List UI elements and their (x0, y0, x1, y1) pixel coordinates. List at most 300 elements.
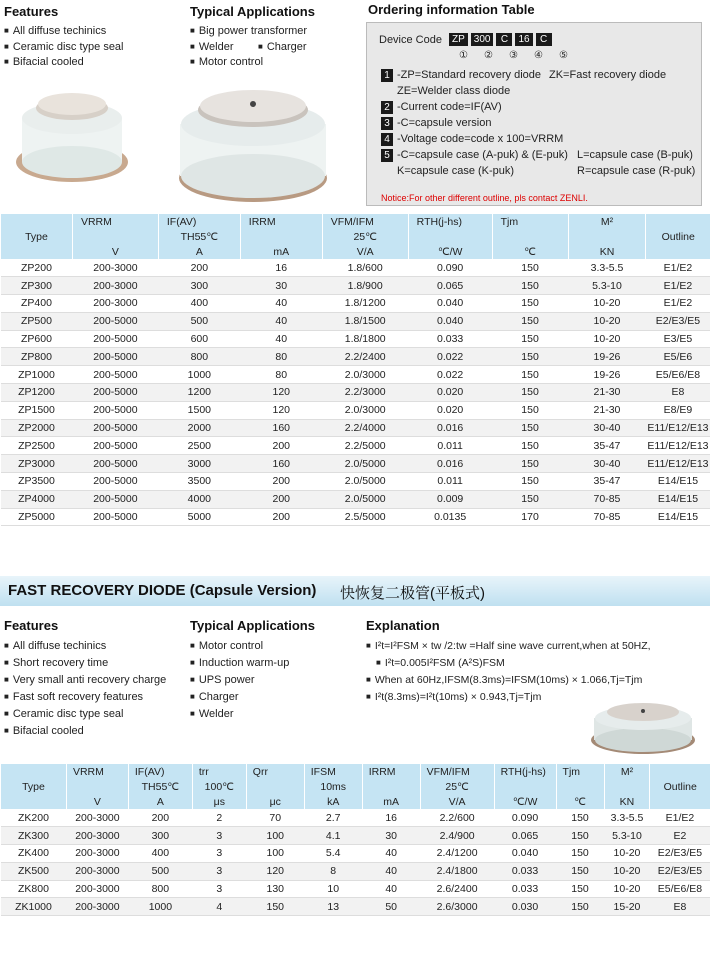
code-number: ③ (509, 50, 518, 61)
table-cell: 1200 (158, 384, 240, 402)
table-cell: 200-3000 (66, 898, 128, 916)
expl-line: ZE=Welder class diode (397, 85, 511, 97)
table-cell: 120 (240, 401, 322, 419)
table-cell: 0.016 (408, 455, 492, 473)
unit: ℃/W (408, 244, 492, 259)
table-cell: 300 (128, 827, 192, 845)
table-cell: 150 (492, 295, 568, 313)
table-cell: 150 (556, 880, 604, 898)
table-cell: 40 (362, 862, 420, 880)
table-cell: 5000 (158, 508, 240, 526)
table-cell: 0.016 (408, 419, 492, 437)
table-cell: 2.0/3000 (322, 401, 408, 419)
table-cell: 150 (492, 312, 568, 330)
table-cell: 500 (158, 312, 240, 330)
table-cell: 50 (362, 898, 420, 916)
table-cell: 2.4/900 (420, 827, 494, 845)
unit: mA (362, 794, 420, 809)
fast-recovery-banner (0, 576, 710, 606)
col-header: IRRM (362, 764, 420, 779)
table-cell: 150 (556, 827, 604, 845)
table-cell: 0.020 (408, 384, 492, 402)
table-cell: 200-5000 (72, 401, 158, 419)
table-cell: 0.040 (408, 312, 492, 330)
table-cell: 200 (240, 437, 322, 455)
table-cell: 21-30 (568, 401, 646, 419)
col-header: Tjm (492, 214, 568, 229)
table-cell: 10-20 (604, 862, 650, 880)
table-cell: 0.022 (408, 366, 492, 384)
table-cell: 40 (240, 312, 322, 330)
table-cell: 19-26 (568, 366, 646, 384)
table-cell: 0.033 (408, 330, 492, 348)
device-code-label: Device Code (379, 33, 442, 46)
unit: V (72, 244, 158, 259)
table-cell: 0.030 (494, 898, 556, 916)
list-item: ■ When at 60Hz,IFSM(8.3ms)=IFSM(10ms) × 1.066,Tj=Tjm (366, 672, 666, 689)
table-cell: 15-20 (604, 898, 650, 916)
col-subheader: 100℃ (192, 779, 246, 794)
table-cell: 70 (246, 809, 304, 827)
table-cell: 0.040 (494, 845, 556, 863)
expl-line: K=capsule case (K-puk) R=capsule case (R-puk) (397, 165, 696, 177)
table-cell: 200 (240, 508, 322, 526)
table-row (1, 312, 710, 330)
unit: KN (568, 244, 646, 259)
table-cell: 2.2/5000 (322, 437, 408, 455)
table-cell: ZK400 (1, 845, 67, 863)
table-cell: 160 (240, 455, 322, 473)
table-cell: 600 (158, 330, 240, 348)
unit: ℃ (492, 244, 568, 259)
table-row (1, 508, 710, 526)
table-row (1, 259, 710, 277)
table-cell: 200-3000 (66, 809, 128, 827)
code-cell: 300 (471, 33, 494, 46)
list-item: ■ Bifacial cooled (4, 723, 166, 740)
code-number: ⑤ (559, 50, 568, 61)
table-cell: 0.020 (408, 401, 492, 419)
list-item: ■ Motor control (190, 638, 289, 655)
table-cell: 5.4 (304, 845, 362, 863)
col-header: VRRM (66, 764, 128, 779)
col-header: Tjm (556, 764, 604, 779)
table-cell: 40 (362, 880, 420, 898)
table-row (1, 862, 710, 880)
table-cell: 1.8/900 (322, 277, 408, 295)
table-cell: 2.0/5000 (322, 490, 408, 508)
table-cell: 1.8/1200 (322, 295, 408, 313)
unit: μc (246, 794, 304, 809)
list-item: ■ I²t=0.005I²FSM (A²S)FSM (366, 655, 666, 672)
table-cell: 3000 (158, 455, 240, 473)
table-cell: 150 (492, 366, 568, 384)
table-cell: 10-20 (568, 295, 646, 313)
table-cell: 1.8/600 (322, 259, 408, 277)
col-subheader: 25℃ (322, 229, 408, 244)
fr-features-list (4, 638, 166, 740)
ordering-title: Ordering information Table (368, 2, 535, 17)
table-cell: 70-85 (568, 508, 646, 526)
table-cell: 19-26 (568, 348, 646, 366)
unit: mA (240, 244, 322, 259)
table-row (1, 384, 710, 402)
banner-title: FAST RECOVERY DIODE (Capsule Version) (8, 582, 317, 599)
table-cell: ZP3000 (1, 455, 73, 473)
notice-text: Notice:For other different outline, pls contact ZENLI. (381, 193, 588, 203)
table-cell: 200-3000 (66, 845, 128, 863)
table-cell: 30 (362, 827, 420, 845)
table-cell: 200-5000 (72, 330, 158, 348)
table-row (1, 809, 710, 827)
unit: μs (192, 794, 246, 809)
fr-apps-title: Typical Applications (190, 618, 315, 633)
table-cell: 2.0/5000 (322, 473, 408, 491)
table-cell: 200-5000 (72, 348, 158, 366)
table-cell: E11/E12/E13 (646, 437, 710, 455)
table-cell: 200-5000 (72, 455, 158, 473)
unit: KN (604, 794, 650, 809)
table-cell: 40 (240, 295, 322, 313)
col-header: M² (604, 764, 650, 779)
table-cell: 35-47 (568, 473, 646, 491)
table-row (1, 348, 710, 366)
table-cell: ZP500 (1, 312, 73, 330)
table-cell: 2.2/4000 (322, 419, 408, 437)
table-cell: ZK200 (1, 809, 67, 827)
table-cell: 3.3-5.5 (604, 809, 650, 827)
features-title: Features (4, 4, 59, 19)
table-cell: 200-5000 (72, 419, 158, 437)
table-cell: E8 (650, 898, 710, 916)
table-cell: E1/E2 (650, 809, 710, 827)
table-cell: E5/E6/E8 (650, 880, 710, 898)
table-cell: 150 (492, 455, 568, 473)
table-row (1, 330, 710, 348)
capsule-diode-image-large (168, 66, 338, 206)
table-cell: 2.2/2400 (322, 348, 408, 366)
table-cell: 4 (192, 898, 246, 916)
fr-apps-list (190, 638, 289, 723)
code-cell: ZP (449, 33, 468, 46)
table-cell: 0.040 (408, 295, 492, 313)
table-cell: 10 (304, 880, 362, 898)
table-cell: 16 (362, 809, 420, 827)
table-cell: 150 (492, 259, 568, 277)
col-header: Type (1, 764, 67, 809)
expl-line: 2 -Current code=IF(AV) (381, 101, 502, 114)
unit: kA (304, 794, 362, 809)
fr-expl-title: Explanation (366, 618, 440, 633)
table-cell: 10-20 (604, 880, 650, 898)
code-numbers (451, 50, 576, 61)
table-cell: ZP2000 (1, 419, 73, 437)
table-cell: 100 (246, 845, 304, 863)
table-cell: ZP1200 (1, 384, 73, 402)
col-header: Type (1, 214, 73, 259)
table-cell: 0.090 (408, 259, 492, 277)
table-cell: E1/E2 (646, 277, 710, 295)
table-cell: 0.011 (408, 437, 492, 455)
table-cell: 150 (492, 277, 568, 295)
table-cell: 200-5000 (72, 490, 158, 508)
table-cell: 200-5000 (72, 384, 158, 402)
table-cell: 2.2/600 (420, 809, 494, 827)
table-cell: 10-20 (568, 330, 646, 348)
col-header: IFSM (304, 764, 362, 779)
expl-line: 1 -ZP=Standard recovery diode ZK=Fast recovery diode (381, 69, 541, 82)
col-header: Outline (650, 764, 710, 809)
table-cell: 150 (556, 898, 604, 916)
table-cell: 200-3000 (72, 295, 158, 313)
table-cell: 150 (492, 348, 568, 366)
table-cell: 30 (240, 277, 322, 295)
code-cell: 16 (515, 33, 532, 46)
table-cell: E2/E3/E5 (646, 312, 710, 330)
table-cell: 2000 (158, 419, 240, 437)
zp-spec-table (0, 214, 710, 526)
table-cell: 35-47 (568, 437, 646, 455)
col-subheader: TH55℃ (158, 229, 240, 244)
col-header: VFM/IFM (322, 214, 408, 229)
table-cell: 3.3-5.5 (568, 259, 646, 277)
col-header: RTH(j-hs) (408, 214, 492, 229)
table-cell: 200-5000 (72, 473, 158, 491)
table-cell: 3 (192, 827, 246, 845)
table-cell: 200-5000 (72, 508, 158, 526)
features-list (4, 24, 124, 71)
table-cell: 2.6/2400 (420, 880, 494, 898)
list-item: ■ UPS power (190, 672, 289, 689)
table-cell: 70-85 (568, 490, 646, 508)
table-cell: 1000 (158, 366, 240, 384)
table-row (1, 401, 710, 419)
table-cell: 80 (240, 348, 322, 366)
table-cell: E3/E5 (646, 330, 710, 348)
table-cell: 120 (246, 862, 304, 880)
table-cell: 5.3-10 (568, 277, 646, 295)
col-subheader: TH55℃ (128, 779, 192, 794)
table-cell: 3500 (158, 473, 240, 491)
table-cell: 200 (158, 259, 240, 277)
table-cell: ZP800 (1, 348, 73, 366)
table-row (1, 455, 710, 473)
code-number: ② (484, 50, 493, 61)
table-cell: 500 (128, 862, 192, 880)
table-cell: 2.4/1200 (420, 845, 494, 863)
table-cell: ZP300 (1, 277, 73, 295)
table-cell: 400 (128, 845, 192, 863)
col-subheader: 25℃ (420, 779, 494, 794)
list-item: ■ Ceramic disc type seal (4, 706, 166, 723)
list-item: ■ Induction warm-up (190, 655, 289, 672)
table-cell: 200-5000 (72, 437, 158, 455)
table-cell: 160 (240, 419, 322, 437)
table-row (1, 880, 710, 898)
unit: V/A (420, 794, 494, 809)
table-cell: 3 (192, 880, 246, 898)
code-number: ④ (534, 50, 543, 61)
col-header: VFM/IFM (420, 764, 494, 779)
table-cell: 150 (246, 898, 304, 916)
table-cell: 150 (492, 473, 568, 491)
list-item: ■ Very small anti recovery charge (4, 672, 166, 689)
unit: V (66, 794, 128, 809)
table-cell: 2 (192, 809, 246, 827)
capsule-diode-image (12, 70, 132, 190)
unit: ℃ (556, 794, 604, 809)
table-cell: ZK800 (1, 880, 67, 898)
table-cell: 4000 (158, 490, 240, 508)
table-cell: 80 (240, 366, 322, 384)
table-cell: E2/E3/E5 (650, 862, 710, 880)
col-header: IF(AV) (128, 764, 192, 779)
table-cell: ZK300 (1, 827, 67, 845)
table-cell: E5/E6/E8 (646, 366, 710, 384)
table-cell: 1.8/1500 (322, 312, 408, 330)
list-item: ■ All diffuse techinics (4, 24, 124, 40)
table-cell: 5.3-10 (604, 827, 650, 845)
table-row (1, 295, 710, 313)
table-cell: 10-20 (568, 312, 646, 330)
table-cell: 2.7 (304, 809, 362, 827)
banner-cn-title: 快恢复二极管(平板式) (340, 585, 485, 602)
table-cell: 150 (492, 437, 568, 455)
table-cell: ZP400 (1, 295, 73, 313)
table-cell: 0.009 (408, 490, 492, 508)
table-cell: ZP2500 (1, 437, 73, 455)
table-cell: 30-40 (568, 455, 646, 473)
list-item: ■ Big power transformer (190, 24, 307, 40)
code-cell: C (536, 33, 552, 46)
capsule-diode-image-fr (588, 690, 698, 760)
code-number: ① (459, 50, 468, 61)
code-cell: C (496, 33, 512, 46)
table-cell: 170 (492, 508, 568, 526)
table-cell: E11/E12/E13 (646, 419, 710, 437)
table-cell: 200-3000 (66, 827, 128, 845)
table-cell: ZP1000 (1, 366, 73, 384)
list-item: ■ Fast soft recovery features (4, 689, 166, 706)
unit: A (158, 244, 240, 259)
expl-line: 3 -C=capsule version (381, 117, 491, 130)
table-cell: 21-30 (568, 384, 646, 402)
table-cell: 1.8/1800 (322, 330, 408, 348)
table-cell: E11/E12/E13 (646, 455, 710, 473)
list-item: ■ Charger (190, 689, 289, 706)
table-cell: ZP4000 (1, 490, 73, 508)
table-row (1, 419, 710, 437)
table-row (1, 490, 710, 508)
table-cell: 150 (492, 401, 568, 419)
list-item: ■ I²t=I²FSM × tw /2:tw =Half sine wave current,when at 50HZ, (366, 638, 666, 655)
table-cell: 200 (128, 809, 192, 827)
table-cell: 200-3000 (72, 277, 158, 295)
table-cell: 200-3000 (72, 259, 158, 277)
table-cell: 150 (492, 419, 568, 437)
table-cell: 150 (492, 384, 568, 402)
table-cell: E14/E15 (646, 490, 710, 508)
col-header: IF(AV) (158, 214, 240, 229)
col-header: trr (192, 764, 246, 779)
table-cell: 13 (304, 898, 362, 916)
table-cell: 2.6/3000 (420, 898, 494, 916)
list-item: ■ Bifacial cooled (4, 55, 124, 71)
col-header: Outline (646, 214, 710, 259)
table-cell: 0.065 (408, 277, 492, 295)
table-cell: 0.033 (494, 862, 556, 880)
table-cell: 2.4/1800 (420, 862, 494, 880)
table-cell: ZP3500 (1, 473, 73, 491)
list-item: ■ Ceramic disc type seal (4, 40, 124, 56)
table-row (1, 827, 710, 845)
table-cell: 8 (304, 862, 362, 880)
table-cell: 40 (240, 330, 322, 348)
table-cell: 2500 (158, 437, 240, 455)
table-cell: 3 (192, 862, 246, 880)
table-cell: 0.033 (494, 880, 556, 898)
expl-line: 5 -C=capsule case (A-puk) & (E-puk) L=capsule case (B-puk) (381, 149, 568, 162)
table-cell: 120 (240, 384, 322, 402)
table-cell: 2.5/5000 (322, 508, 408, 526)
unit: A (128, 794, 192, 809)
table-cell: 800 (128, 880, 192, 898)
table-cell: 150 (492, 330, 568, 348)
table-cell: 200-3000 (66, 880, 128, 898)
ordering-info-box (366, 22, 702, 206)
table-row (1, 366, 710, 384)
list-item: ■ Charger (258, 40, 307, 56)
table-cell: 300 (158, 277, 240, 295)
table-cell: 0.065 (494, 827, 556, 845)
table-cell: 1500 (158, 401, 240, 419)
col-header: VRRM (72, 214, 158, 229)
table-cell: 200-5000 (72, 312, 158, 330)
col-header: M² (568, 214, 646, 229)
table-cell: 150 (556, 862, 604, 880)
table-cell: E8 (646, 384, 710, 402)
table-cell: 200-3000 (66, 862, 128, 880)
table-cell: 16 (240, 259, 322, 277)
table-cell: 150 (556, 809, 604, 827)
table-cell: ZP1500 (1, 401, 73, 419)
table-cell: E8/E9 (646, 401, 710, 419)
table-cell: 0.0135 (408, 508, 492, 526)
table-cell: ZP5000 (1, 508, 73, 526)
table-cell: ZK500 (1, 862, 67, 880)
table-cell: ZK1000 (1, 898, 67, 916)
table-row (1, 437, 710, 455)
zk-spec-table (0, 764, 710, 916)
table-cell: 150 (492, 490, 568, 508)
table-cell: 200 (240, 473, 322, 491)
expl-line: 4 -Voltage code=code x 100=VRRM (381, 133, 563, 146)
table-cell: 800 (158, 348, 240, 366)
list-item: ■ Short recovery time (4, 655, 166, 672)
table-row (1, 277, 710, 295)
table-cell: 2.0/5000 (322, 455, 408, 473)
table-row (1, 473, 710, 491)
unit: ℃/W (494, 794, 556, 809)
table-cell: E14/E15 (646, 473, 710, 491)
table-cell: ZP200 (1, 259, 73, 277)
table-cell: E1/E2 (646, 259, 710, 277)
table-row (1, 845, 710, 863)
unit: V/A (322, 244, 408, 259)
table-cell: 150 (556, 845, 604, 863)
fr-features-title: Features (4, 618, 59, 633)
table-cell: 200-5000 (72, 366, 158, 384)
